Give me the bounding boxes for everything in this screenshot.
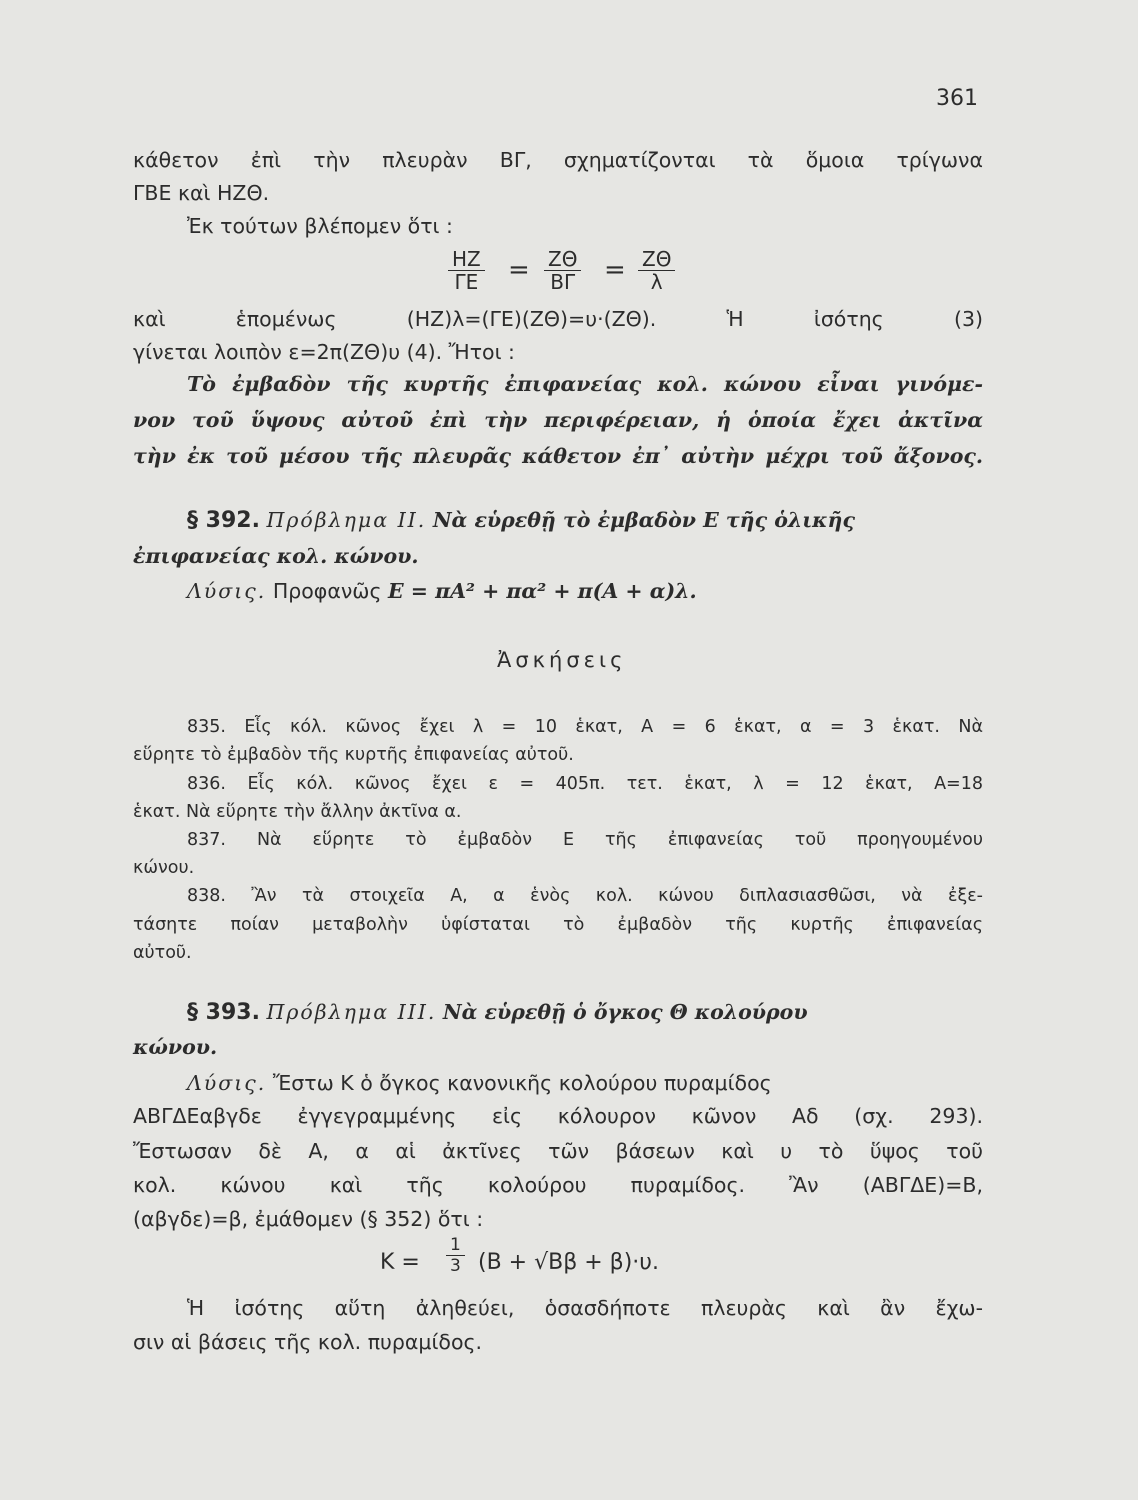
- theorem-line: Τὸ ἐμβαδὸν τῆς κυρτῆς ἐπιφανείας κολ. κώνου εἶναι γινόμε-: [187, 372, 983, 396]
- denominator: ΒΓ: [550, 270, 576, 294]
- numerator: ΖΘ: [544, 248, 581, 271]
- text-line: καὶ ἑπομένως (ΗΖ)λ=(ΓΕ)(ΖΘ)=υ·(ΖΘ). Ἡ ἰσότης (3): [133, 307, 983, 331]
- fraction: [638, 248, 675, 293]
- solution-label: Λύσις.: [187, 1071, 267, 1095]
- fraction: [446, 1235, 465, 1276]
- numerator: 1: [446, 1235, 465, 1256]
- exercise-line: αὐτοῦ.: [133, 943, 192, 963]
- text-line: Ἡ ἰσότης αὕτη ἀληθεύει, ὁσασδήποτε πλευρὰς καὶ ἂν ἔχω-: [187, 1296, 983, 1320]
- exercise-line: τάσητε ποίαν μεταβολὴν ὑφίσταται τὸ ἐμβαδὸν τῆς κυρτῆς ἐπιφανείας: [133, 915, 983, 935]
- text-line: ΑΒΓΔΕαβγδε ἐγγεγραμμένης εἰς κόλουρον κῶνον Αδ (σχ. 293).: [133, 1104, 983, 1128]
- numerator: ΖΘ: [638, 248, 675, 271]
- exercise-line: 835. Εἷς κόλ. κῶνος ἔχει λ = 10 ἑκατ, Α = 6 ἑκατ, α = 3 ἑκατ. Νὰ: [187, 717, 983, 737]
- page-number: 361: [936, 86, 978, 111]
- text-line: Ἔστωσαν δὲ Α, α αἱ ἀκτῖνες τῶν βάσεων καὶ υ τὸ ὕψος τοῦ: [133, 1139, 983, 1163]
- text-line: (αβγδε)=β, ἐμάθομεν (§ 352) ὅτι :: [133, 1207, 484, 1231]
- exercise-line: 836. Εἷς κόλ. κῶνος ἔχει ε = 405π. τετ. ἑκατ, λ = 12 ἑκατ, Α=18: [187, 774, 983, 794]
- solution-label: Λύσις.: [187, 579, 267, 603]
- exercise-line: 838. Ἂν τὰ στοιχεῖα Α, α ἑνὸς κολ. κώνου διπλασιασθῶσι, νὰ ἐξε-: [187, 886, 983, 906]
- exercise-line: εὕρητε τὸ ἐμβαδὸν τῆς κυρτῆς ἐπιφανείας αὐτοῦ.: [133, 745, 574, 765]
- section-heading: [187, 1000, 1037, 1026]
- problem-title: Νὰ εὑρεθῇ ὁ ὄγκος Θ κολούρου: [442, 1000, 808, 1024]
- text-line: κολ. κώνου καὶ τῆς κολούρου πυραμίδος. Ἂν (ΑΒΓΔΕ)=Β,: [133, 1173, 983, 1197]
- exercises-heading: Ἀσκήσεις: [497, 648, 627, 672]
- theorem-line: νον τοῦ ὕψους αὐτοῦ ἐπὶ τὴν περιφέρειαν, ἡ ὁποία ἔχει ἀκτῖνα: [133, 408, 983, 432]
- exercise-line: ἑκατ. Νὰ εὕρητε τὴν ἄλλην ἀκτῖνα α.: [133, 802, 462, 822]
- solution-text: Προφανῶς: [272, 579, 382, 603]
- fraction: [544, 248, 581, 293]
- formula: Ε = πΑ² + πα² + π(Α + α)λ.: [388, 579, 697, 603]
- text-line: Ἐκ τούτων βλέπομεν ὅτι :: [187, 214, 453, 238]
- exercise-line: 837. Νὰ εὕρητε τὸ ἐμβαδὸν Ε τῆς ἐπιφανείας τοῦ προηγουμένου: [187, 830, 983, 850]
- text-line: γίνεται λοιπὸν ε=2π(ΖΘ)υ (4). Ἤτοι :: [133, 340, 515, 364]
- section-number: § 393.: [187, 1000, 260, 1025]
- solution-line: [187, 1071, 1037, 1096]
- solution-text: Ἔστω Κ ὁ ὄγκος κανονικῆς κολούρου πυραμίδος: [272, 1071, 772, 1095]
- equals-sign: =: [508, 255, 530, 285]
- text-line: ΓΒΕ καὶ ΗΖΘ.: [133, 181, 270, 205]
- section-heading: [187, 508, 1037, 534]
- denominator: ΓΕ: [454, 270, 479, 294]
- theorem-line: τὴν ἐκ τοῦ μέσου τῆς πλευρᾶς κάθετον ἐπ᾿ αὐτὴν μέχρι τοῦ ἄξονος.: [133, 444, 983, 468]
- denominator: 3: [450, 1256, 461, 1276]
- denominator: λ: [650, 270, 663, 294]
- numerator: ΗΖ: [448, 248, 485, 271]
- formula-right: (Β + √Ββ + β)·υ.: [478, 1250, 660, 1275]
- solution-line: [187, 579, 1037, 604]
- exercise-line: κώνου.: [133, 858, 195, 878]
- text-line: κάθετον ἐπὶ τὴν πλευρὰν ΒΓ, σχηματίζονται τὰ ὅμοια τρίγωνα: [133, 148, 983, 172]
- text-line: σιν αἱ βάσεις τῆς κολ. πυραμίδος.: [133, 1330, 483, 1354]
- problem-title: ἐπιφανείας κολ. κώνου.: [133, 544, 419, 568]
- section-number: § 392.: [187, 508, 260, 533]
- problem-label: Πρόβλημα ΙΙ.: [266, 508, 427, 532]
- problem-title: κώνου.: [133, 1035, 218, 1059]
- problem-title: Νὰ εὑρεθῇ τὸ ἐμβαδὸν Ε τῆς ὁλικῆς: [432, 508, 855, 532]
- fraction: [448, 248, 485, 293]
- formula-left: Κ =: [380, 1250, 420, 1275]
- equals-sign: =: [604, 255, 626, 285]
- problem-label: Πρόβλημα ΙΙΙ.: [266, 1000, 437, 1024]
